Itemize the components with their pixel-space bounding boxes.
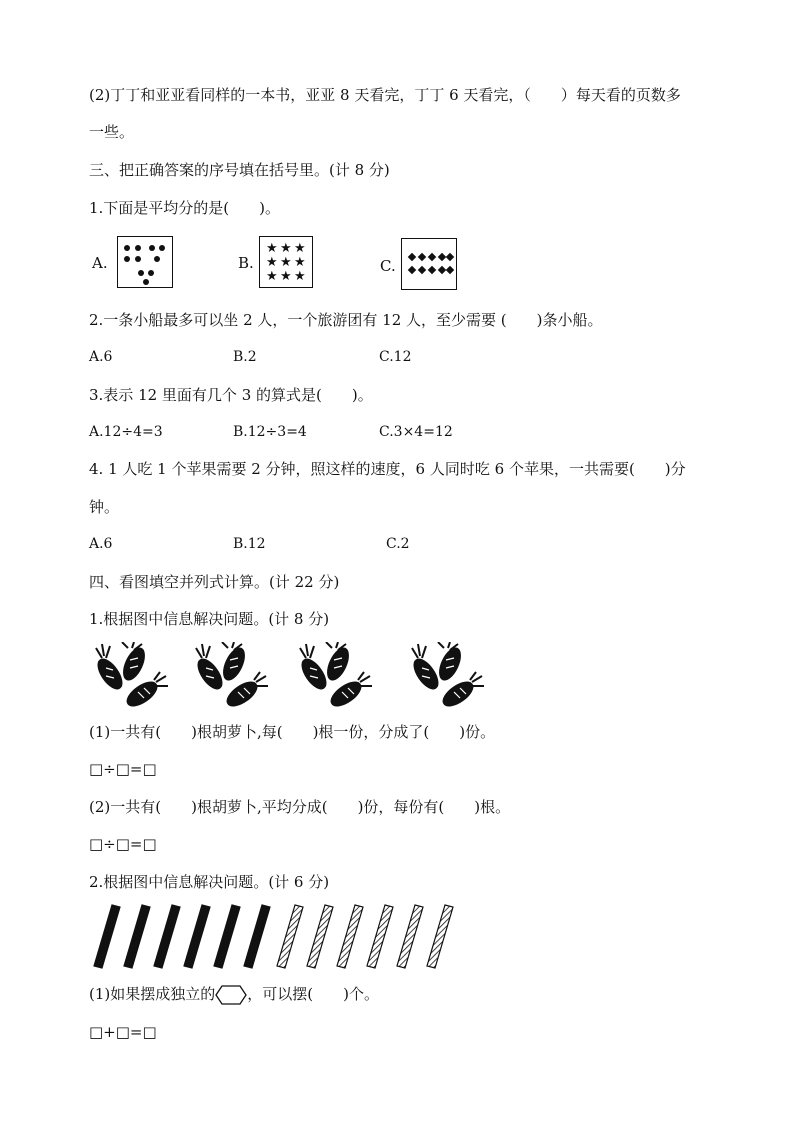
- section-4-title: 四、看图填空并列式计算。(计 22 分): [89, 573, 340, 591]
- carrot-bundle-icon: [194, 642, 272, 714]
- question-4-continuation: 钟。: [89, 498, 120, 516]
- problem-2-part-1-suffix: ，可以摆( )个。: [247, 985, 379, 1003]
- question-2: 2.一条小船最多可以坐 2 人，一个旅游团有 12 人，至少需要 ( )条小船。: [89, 311, 603, 329]
- problem-2-part-1: [89, 984, 379, 1005]
- section-3-title: 三、把正确答案的序号填在括号里。(计 8 分): [89, 161, 390, 179]
- q4-option-c: C.2: [386, 536, 410, 552]
- equation-2: □÷□=□: [89, 835, 157, 853]
- q4-option-b: B.12: [233, 536, 266, 552]
- stars-grid-icon: ★ ★ ★ ★ ★ ★ ★ ★ ★: [259, 236, 313, 288]
- q3-option-b: B.12÷3=4: [233, 424, 307, 440]
- stick-icon: [92, 902, 472, 972]
- q2-option-c: C.12: [379, 349, 412, 365]
- problem-2-part-1-prefix: (1)如果摆成独立的: [89, 985, 216, 1003]
- carrot-bundle-icon: [298, 642, 376, 714]
- hexagon-icon: [215, 985, 247, 1005]
- problem-1-part-1: (1)一共有( )根胡萝卜,每( )根一份，分成了( )份。: [89, 723, 496, 741]
- problem-2: 2.根据图中信息解决问题。(计 6 分): [89, 873, 330, 891]
- problem-1-part-2: (2)一共有( )根胡萝卜,平均分成( )份，每份有( )根。: [89, 798, 511, 816]
- q2-option-a: A.6: [89, 349, 113, 365]
- equation-3: □+□=□: [89, 1023, 157, 1041]
- option-b-label: B.: [238, 254, 254, 272]
- question-3: 3.表示 12 里面有几个 3 的算式是( )。: [89, 386, 373, 404]
- option-a-label: A.: [92, 254, 108, 272]
- carrot-bundle-icon: [94, 642, 172, 714]
- q3-option-c: C.3×4=12: [379, 424, 453, 440]
- q4-option-a: A.6: [89, 536, 113, 552]
- question-4: 4. 1 人吃 1 个苹果需要 2 分钟，照这样的速度，6 人同时吃 6 个苹果，一共需要( )分: [89, 460, 686, 478]
- dots-grouped-icon: [117, 236, 173, 288]
- equation-1: □÷□=□: [89, 760, 157, 778]
- carrot-bundle-icon: [410, 642, 488, 714]
- q2-of-previous-section: (2)丁丁和亚亚看同样的一本书，亚亚 8 天看完，丁丁 6 天看完，（ ）每天看的页数多: [89, 86, 681, 104]
- q3-option-a: A.12÷4=3: [89, 424, 163, 440]
- diamonds-grid-icon: [401, 238, 457, 290]
- option-c-label: C.: [380, 257, 396, 275]
- question-1: 1.下面是平均分的是( )。: [89, 199, 281, 217]
- q2-option-b: B.2: [233, 349, 257, 365]
- q2-continuation: 一些。: [89, 123, 135, 141]
- problem-1: 1.根据图中信息解决问题。(计 8 分): [89, 610, 330, 628]
